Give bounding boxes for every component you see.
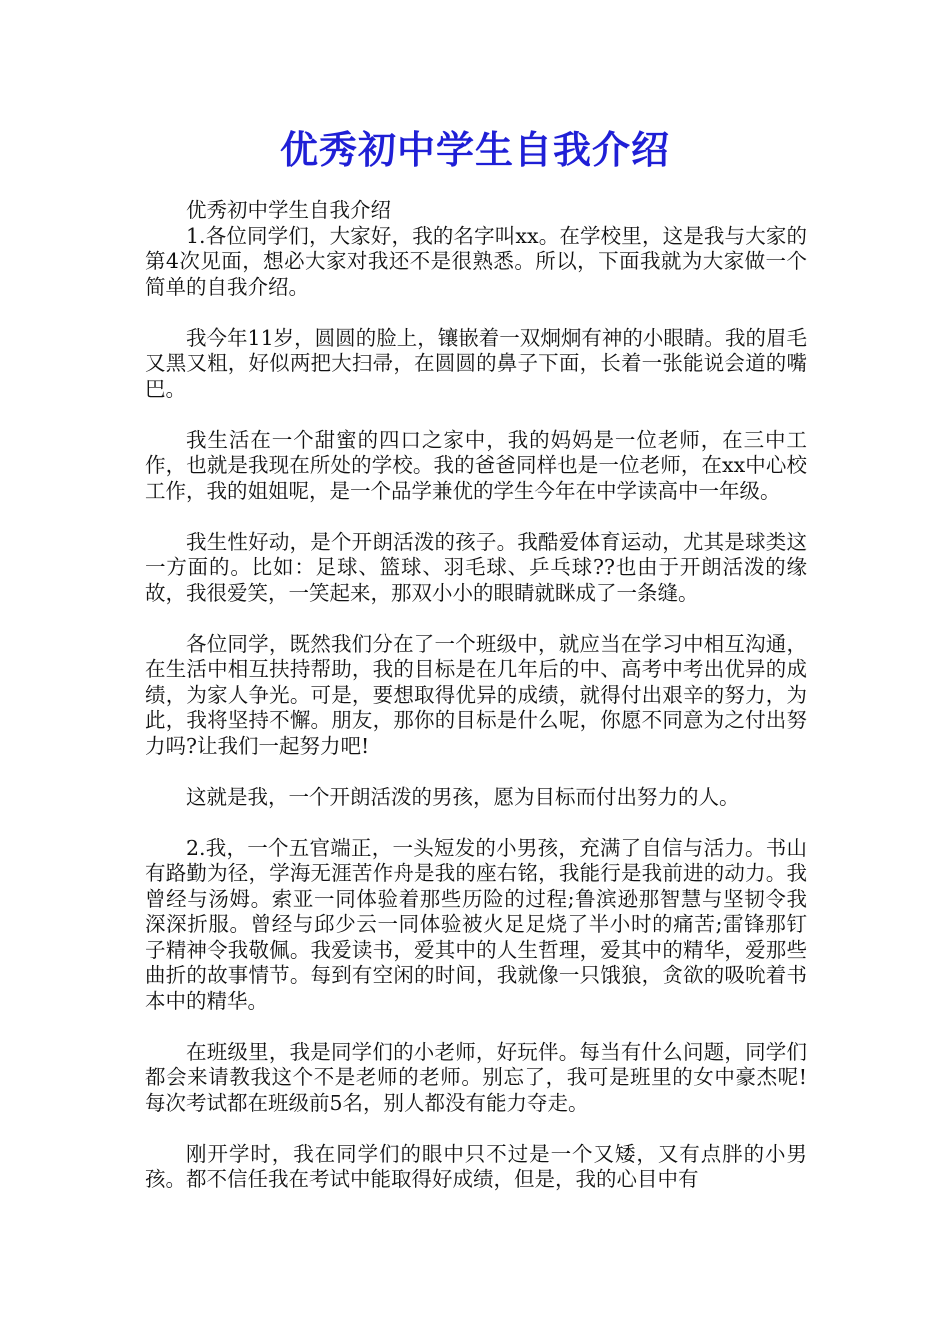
paragraph: 在班级里，我是同学们的小老师，好玩伴。每当有什么问题，同学们都会来请教我这个不是老师的老师。别忘了，我可是班里的女中豪杰呢!每次考试都在班级前5名，别人都没有能力夺走。 [145,1039,807,1115]
paragraph: 刚开学时，我在同学们的眼中只不过是一个又矮，又有点胖的小男孩。都不信任我在考试中能取得好成绩，但是，我的心目中有 [145,1141,807,1191]
paragraph: 1.各位同学们，大家好，我的名字叫xx。在学校里，这是我与大家的第4次见面，想必大家对我还不是很熟悉。所以，下面我就为大家做一个简单的自我介绍。 [145,223,807,299]
paragraph: 各位同学，既然我们分在了一个班级中，就应当在学习中相互沟通，在生活中相互扶持帮助，我的目标是在几年后的中、高考中考出优异的成绩，为家人争光。可是，要想取得优异的成绩，就得付出艰辛的努力，为此，我将坚持不懈。朋友，那你的目标是什么呢，你愿不同意为之付出努力吗?让我们一起努力吧! [145,631,807,758]
paragraph: 我生活在一个甜蜜的四口之家中，我的妈妈是一位老师，在三中工作，也就是我现在所处的学校。我的爸爸同样也是一位老师，在xx中心校工作，我的姐姐呢，是一个品学兼优的学生今年在中学读高中一年级。 [145,427,807,503]
document-body [145,198,807,1218]
paragraph: 我生性好动，是个开朗活泼的孩子。我酷爱体育运动，尤其是球类这一方面的。比如：足球、篮球、羽毛球、乒乓球??也由于开朗活泼的缘故，我很爱笑，一笑起来，那双小小的眼睛就眯成了一条缝。 [145,529,807,605]
paragraph: 这就是我，一个开朗活泼的男孩，愿为目标而付出努力的人。 [186,784,740,809]
page-title: 优秀初中学生自我介绍 [279,127,670,172]
paragraph-heading: 优秀初中学生自我介绍 [186,198,391,222]
paragraph: 2.我，一个五官端正，一头短发的小男孩，充满了自信与活力。书山有路勤为径，学海无涯苦作舟是我的座右铭，我能行是我前进的动力。我曾经与汤姆。索亚一同体验着那些历险的过程;鲁滨逊那智慧与坚韧令我深深折服。曾经与邱少云一同体验被火足足烧了半小时的痛苦;雷锋那钉子精神令我敬佩。我爱读书，爱其中的人生哲理，爱其中的精华，爱那些曲折的故事情节。每到有空闲的时间，我就像一只饿狼，贪欲的吸吮着书本中的精华。 [145,835,807,1013]
paragraph: 我今年11岁，圆圆的脸上，镶嵌着一双炯炯有神的小眼睛。我的眉毛又黑又粗，好似两把大扫帚，在圆圆的鼻子下面，长着一张能说会道的嘴巴。 [145,325,807,401]
